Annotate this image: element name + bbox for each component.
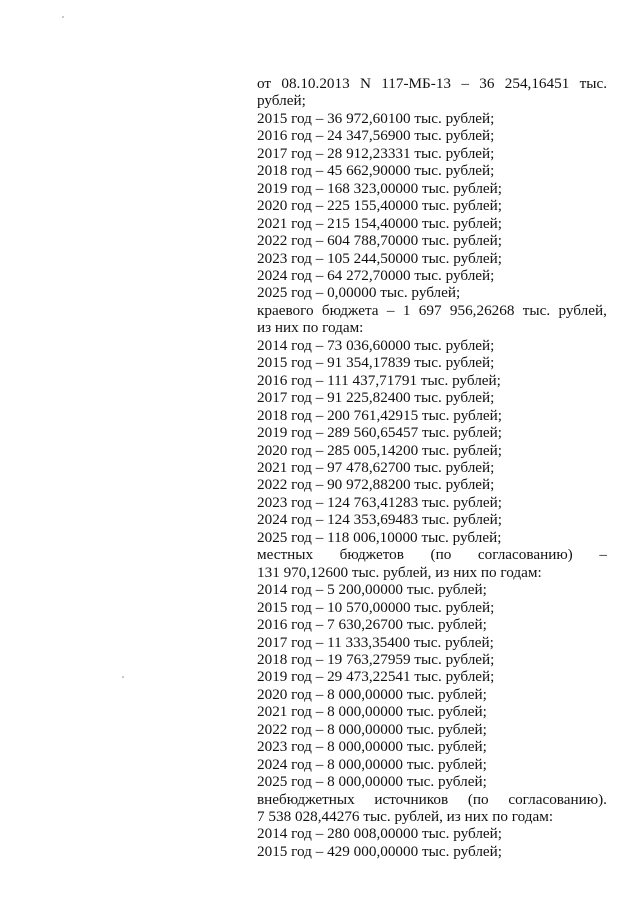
text-line [257, 75, 607, 92]
text-line: 2019 год – 289 560,65457 тыс. рублей; [257, 424, 502, 442]
text-line: 2025 год – 118 006,10000 тыс. рублей; [257, 528, 502, 546]
word: 08.10.2013 [281, 75, 350, 92]
text-line: 2019 год – 168 323,00000 тыс. рублей; [257, 179, 502, 197]
text-line: 2015 год – 10 570,00000 тыс. рублей; [257, 598, 495, 616]
word: – [461, 75, 469, 92]
word: – [386, 301, 395, 319]
text-line: 2020 год – 225 155,40000 тыс. рублей; [257, 197, 502, 215]
text-line: 2021 год – 97 478,62700 тыс. рублей; [257, 458, 495, 476]
text-line: 2025 год – 8 000,00000 тыс. рублей; [257, 773, 487, 791]
text-line: 2018 год – 19 763,27959 тыс. рублей; [257, 650, 495, 668]
word: 956,26268 [449, 301, 515, 319]
text-line: 131 970,12600 тыс. рублей, из них по годам: [257, 563, 542, 581]
text-line: 2019 год – 29 473,22541 тыс. рублей; [257, 668, 495, 686]
text-line: 2022 год – 90 972,88200 тыс. рублей; [257, 476, 495, 494]
text-line: 2018 год – 45 662,90000 тыс. рублей; [257, 162, 495, 180]
word: 1 [402, 301, 411, 319]
text-line [257, 546, 607, 563]
word: (по [467, 790, 489, 808]
document-text [257, 75, 607, 860]
word: согласованию). [508, 790, 607, 808]
text-line: 2017 год – 91 225,82400 тыс. рублей; [257, 389, 495, 407]
scan-speck [122, 676, 124, 678]
text-line: 2024 год – 124 353,69483 тыс. рублей; [257, 511, 502, 529]
word: тыс. [522, 301, 551, 319]
text-line: 2016 год – 7 630,26700 тыс. рублей; [257, 616, 487, 634]
word: N [360, 75, 371, 92]
word: источников [374, 790, 449, 808]
text-line: 2023 год – 124 763,41283 тыс. рублей; [257, 493, 502, 511]
text-line: 2017 год – 28 912,23331 тыс. рублей; [257, 144, 495, 162]
scan-speck [62, 16, 64, 18]
word: (по [430, 546, 452, 564]
text-line: 2023 год – 105 244,50000 тыс. рублей; [257, 249, 502, 267]
text-line [257, 791, 607, 808]
text-line: 2018 год – 200 761,42915 тыс. рублей; [257, 406, 502, 424]
word: 117-МБ-13 [381, 75, 452, 92]
text-line: 2016 год – 24 347,56900 тыс. рублей; [257, 127, 495, 145]
text-line: 2014 год – 280 008,00000 тыс. рублей; [257, 825, 502, 843]
text-line: 2022 год – 8 000,00000 тыс. рублей; [257, 720, 487, 738]
word: – [599, 546, 607, 564]
text-line: 2020 год – 8 000,00000 тыс. рублей; [257, 685, 487, 703]
text-line: 2021 год – 215 154,40000 тыс. рублей; [257, 214, 502, 232]
text-line: 2014 год – 73 036,60000 тыс. рублей; [257, 336, 495, 354]
word: от [257, 75, 272, 92]
text-line [257, 302, 607, 319]
text-line: 7 538 028,44276 тыс. рублей, из них по годам: [257, 808, 554, 826]
word: 697 [418, 301, 442, 319]
text-line: 2015 год – 36 972,60100 тыс. рублей; [257, 109, 495, 127]
text-line: 2015 год – 91 354,17839 тыс. рублей; [257, 354, 495, 372]
word: бюджетов [339, 546, 404, 564]
word: тыс. [579, 75, 607, 92]
text-line: 2017 год – 11 333,35400 тыс. рублей; [257, 633, 494, 651]
text-line: 2024 год – 64 272,70000 тыс. рублей; [257, 266, 495, 284]
word: бюджета [321, 301, 379, 319]
text-line: из них по годам: [257, 319, 364, 337]
word: 254,16451 [504, 75, 570, 92]
word: внебюджетных [257, 790, 355, 808]
text-line: 2022 год – 604 788,70000 тыс. рублей; [257, 232, 502, 250]
text-line: 2021 год – 8 000,00000 тыс. рублей; [257, 703, 487, 721]
word: согласованию) [477, 546, 573, 564]
text-line: 2023 год – 8 000,00000 тыс. рублей; [257, 738, 487, 756]
text-line: 2016 год – 111 437,71791 тыс. рублей; [257, 371, 501, 389]
text-line: 2024 год – 8 000,00000 тыс. рублей; [257, 755, 487, 773]
word: местных [257, 546, 314, 564]
text-line: 2025 год – 0,00000 тыс. рублей; [257, 284, 461, 302]
text-line: рублей; [257, 92, 306, 110]
text-line: 2014 год – 5 200,00000 тыс. рублей; [257, 581, 487, 599]
word: рублей, [558, 301, 607, 319]
word: краевого [257, 301, 314, 319]
word: 36 [479, 75, 495, 92]
text-line: 2015 год – 429 000,00000 тыс. рублей; [257, 842, 502, 860]
text-line: 2020 год – 285 005,14200 тыс. рублей; [257, 441, 502, 459]
